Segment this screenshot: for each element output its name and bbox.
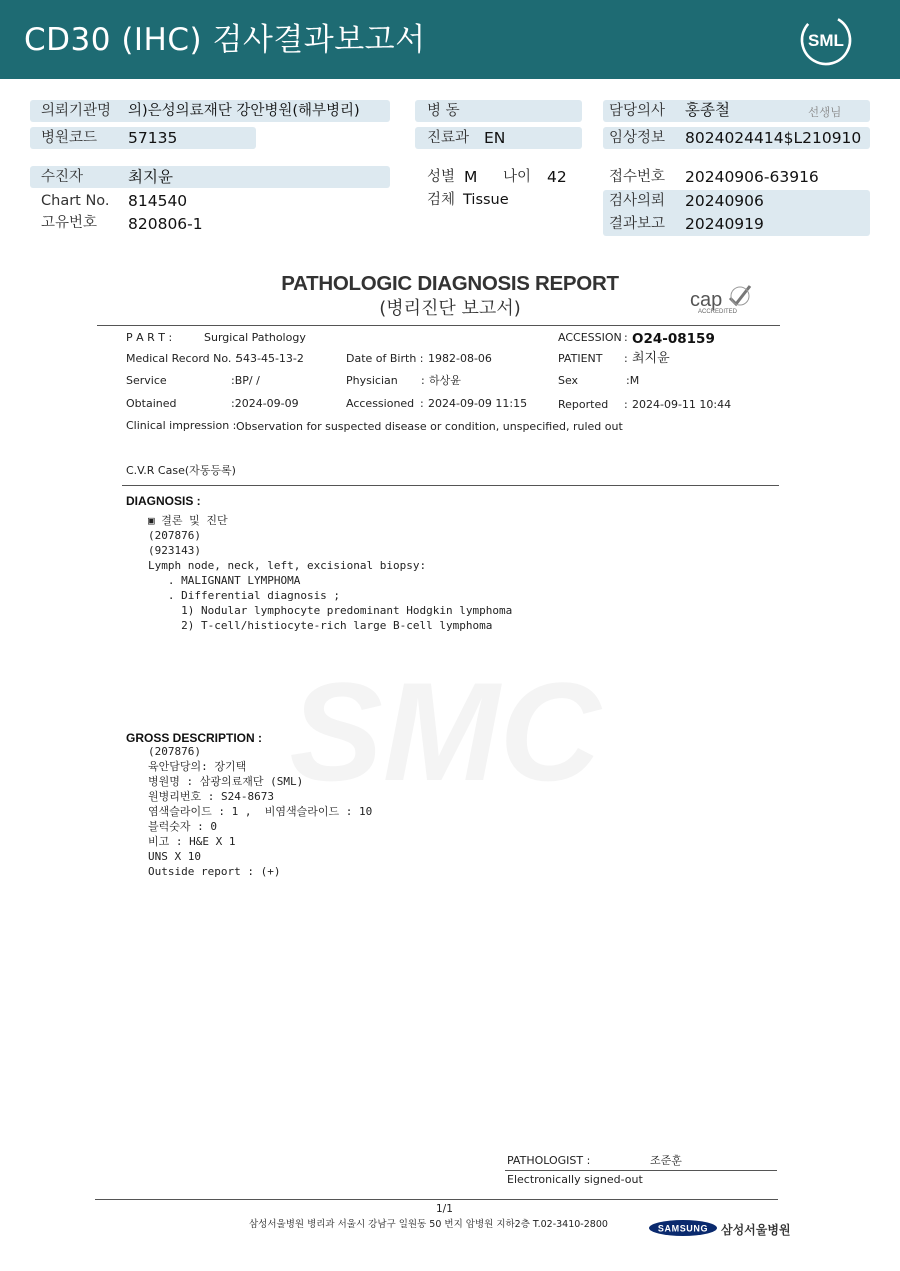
clinical-impression-label: Clinical impression : [126,419,237,432]
service-value: :BP/ / [231,374,260,387]
reported-label: Reported [558,398,609,411]
accession-colon: : [624,331,628,344]
gross-line: 블럭숫자 : 0 [148,820,217,833]
svg-text:SAMSUNG: SAMSUNG [657,1223,709,1234]
gross-text [148,744,372,879]
diagnosis-line: (923143) [148,544,201,557]
diagnosis-line: . Differential diagnosis ; [148,589,341,602]
institution-label: 의뢰기관명 [41,103,112,119]
sml-logo-icon [798,12,854,68]
obtained-value: :2024-09-09 [231,397,299,410]
accessioned-value: 2024-09-09 11:15 [428,397,528,410]
svg-text:cap: cap [690,289,723,311]
diagnosis-line: Lymph node, neck, left, excisional biopsy: [148,559,427,572]
pathologist-rule [505,1170,777,1171]
gross-line: (207876) [148,745,201,758]
cap-accredited-icon [688,282,758,316]
age-label: 나이 [503,169,532,185]
age-value: 42 [547,168,567,186]
clinical-info-value: 8024024414$L210910 [685,129,862,147]
report-header [0,0,900,79]
dob-label: Date of Birth : [346,352,424,365]
diagnosis-line: 2) T-cell/histiocyte-rich large B-cell lymphoma [148,619,493,632]
pathologist-name: 조준훈 [650,1154,682,1167]
dob-value: 1982-08-06 [428,352,492,365]
page-title: CD30 (IHC) 검사결과보고서 [24,22,426,58]
part-value: Surgical Pathology [204,331,306,344]
physician-label: Physician [346,374,398,387]
department-value: EN [484,129,506,147]
chart-no-label: Chart No. [41,193,110,209]
signed-out: Electronically signed-out [507,1173,643,1186]
accessioned-colon: : [420,397,424,410]
patient-label: 수진자 [41,169,84,185]
physician-value: 하상윤 [429,374,461,387]
diagnosis-text [148,513,512,633]
sex-label: 성별 [427,169,456,185]
reported-colon: : [624,398,628,411]
diagnosis-line: (207876) [148,529,201,542]
receipt-no-label: 접수번호 [609,169,666,185]
service-label: Service [126,374,167,387]
gross-heading: GROSS DESCRIPTION : [126,731,263,745]
patient-field-label: PATIENT [558,352,603,365]
obtained-label: Obtained [126,397,177,410]
svg-text:SMC: SMC [289,668,601,798]
report-date-label: 결과보고 [609,216,666,232]
mrn-label: Medical Record No. : [126,352,239,365]
patient-bar [30,166,390,188]
accession-label: ACCESSION [558,331,622,344]
institution-value: 의)은성의료재단 강안병원(해부병리) [128,103,360,119]
sex-field-value: :M [626,374,640,387]
report-date-value: 20240919 [685,215,764,233]
patient-colon: : [624,352,628,365]
gross-line: 육안담당의: 장기택 [148,760,247,773]
report-subtitle: (병리진단 보고서) [379,298,521,319]
samsung-logo-icon [648,1219,718,1237]
receipt-no-value: 20240906-63916 [685,168,819,186]
doctor-label: 담당의사 [609,103,666,119]
pathologist-label: PATHOLOGIST : [507,1154,591,1167]
physician-colon: : [421,374,425,387]
accession-value: O24-08159 [632,331,715,347]
sex-value: M [464,168,478,186]
request-date-value: 20240906 [685,192,764,210]
doctor-value: 홍종철 [685,101,730,119]
patient-value: 최지윤 [128,168,173,186]
ward-label: 병 동 [427,103,460,119]
sex-field-label: Sex [558,374,579,387]
title-rule [97,325,780,326]
hospital-code-value: 57135 [128,129,178,147]
gross-line: 비고 : H&E X 1 [148,835,236,848]
clinical-impression-value: Observation for suspected disease or condition, unspecified, ruled out [236,420,623,433]
part-label: P A R T : [126,331,173,344]
request-date-label: 검사의뢰 [609,193,666,209]
page-number: 1/1 [436,1203,453,1215]
clinical-info-label: 임상정보 [609,130,666,146]
chart-no-value: 814540 [128,192,188,210]
patient-field-value: 최지윤 [632,351,670,366]
gross-line: Outside report : (+) [148,865,281,878]
gross-line: 염색슬라이드 : 1 , 비염색슬라이드 : 10 [148,805,373,818]
hospital-code-label: 병원코드 [41,130,98,146]
reported-value: 2024-09-11 10:44 [632,398,732,411]
footer-hospital: 삼성서울병원 [721,1223,791,1237]
gross-line: UNS X 10 [148,850,201,863]
svg-text:ACCREDITED: ACCREDITED [698,309,738,315]
svg-text:SML: SML [808,31,844,50]
accessioned-label: Accessioned [346,397,415,410]
unique-no-value: 820806-1 [128,215,203,233]
report-title: PATHOLOGIC DIAGNOSIS REPORT [281,272,619,295]
specimen-value: Tissue [463,192,509,208]
footer-rule [95,1199,778,1200]
cvr-rule [122,485,779,486]
cvr-case: C.V.R Case(자동등록) [126,464,236,477]
diagnosis-heading: DIAGNOSIS : [126,494,201,508]
mrn-value: 543-45-13-2 [236,352,304,365]
diagnosis-line: . MALIGNANT LYMPHOMA [148,574,301,587]
diagnosis-line: ▣ 결론 및 진단 [148,514,228,527]
gross-line: 병원명 : 삼광의료재단 (SML) [148,775,304,788]
department-label: 진료과 [427,130,470,146]
diagnosis-line: 1) Nodular lymphocyte predominant Hodgkin lymphoma [148,604,513,617]
doctor-suffix: 선생님 [808,105,842,119]
gross-line: 원병리번호 : S24-8673 [148,790,274,803]
footer-address: 삼성서울병원 병리과 서울시 강남구 일원동 50 번지 암병원 지하2층 T.02-3410-2800 [249,1219,608,1230]
specimen-label: 검체 [427,192,456,208]
unique-no-label: 고유번호 [41,215,98,231]
